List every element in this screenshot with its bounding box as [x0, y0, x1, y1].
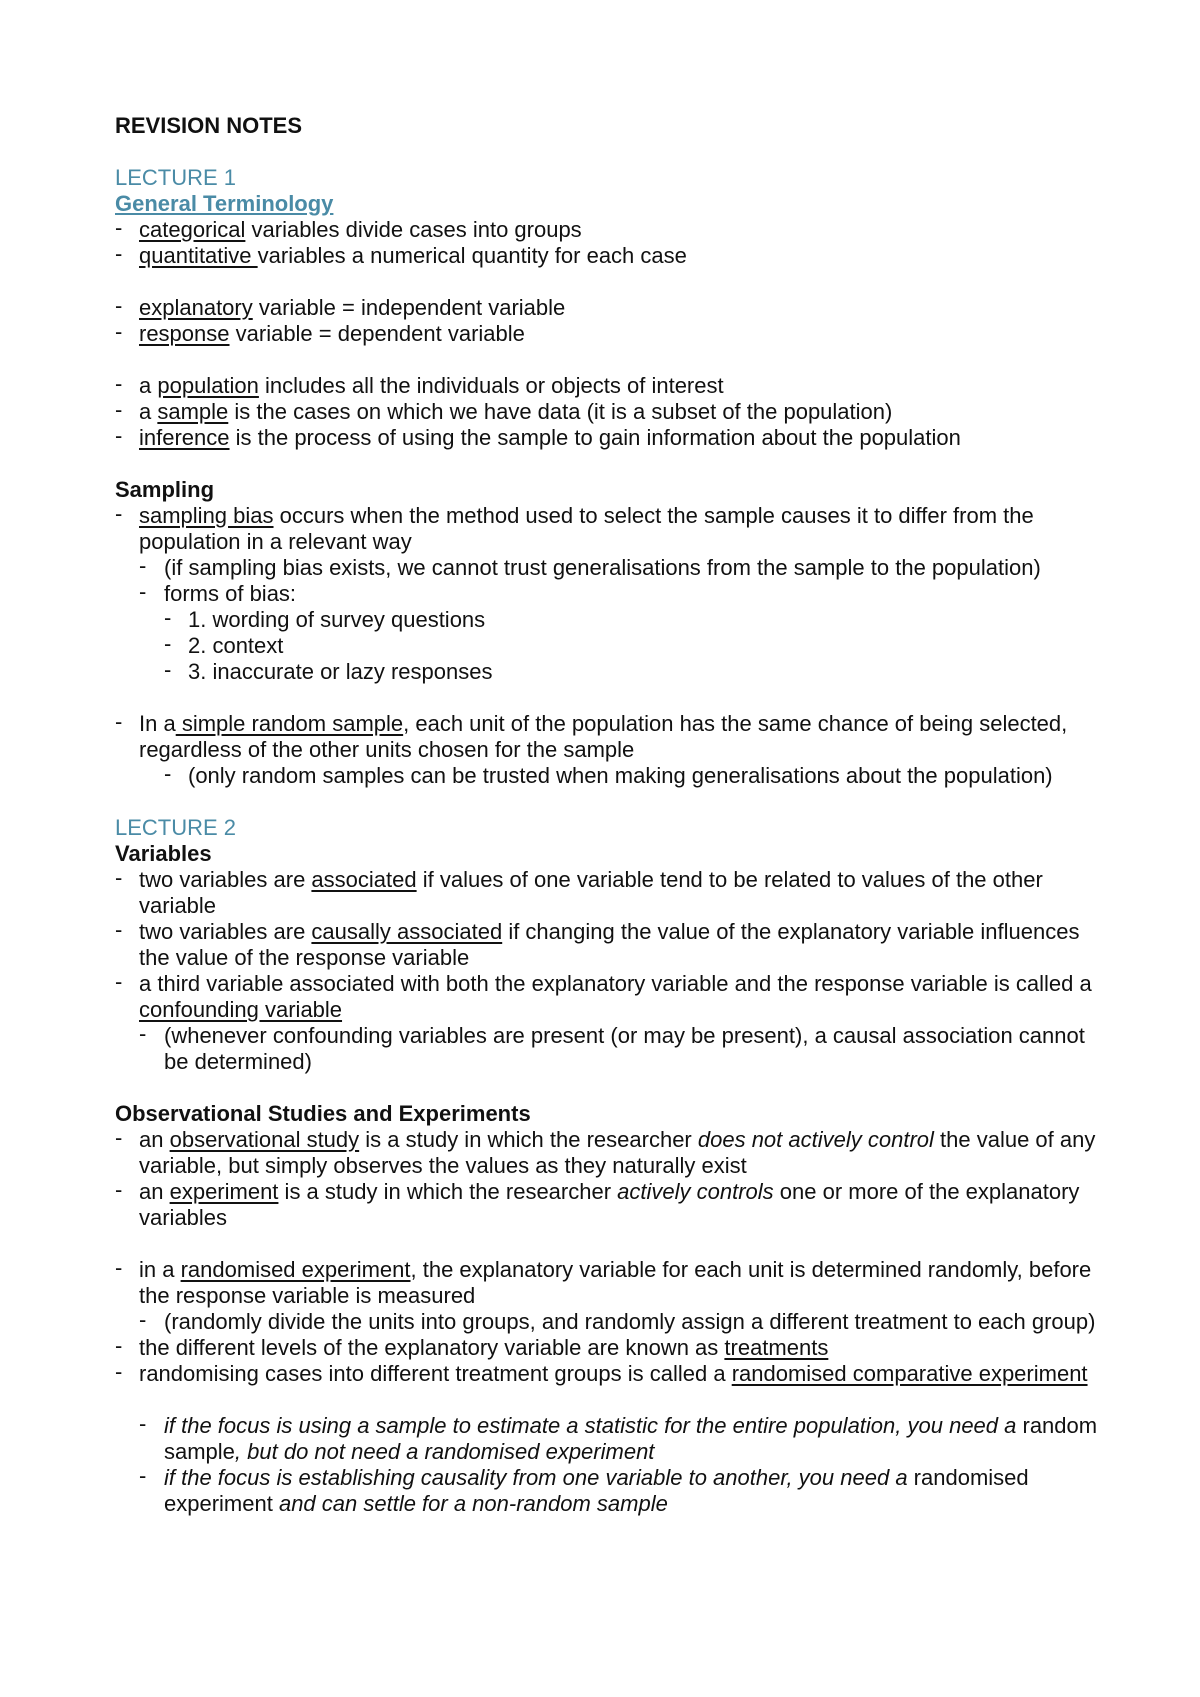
- lecture-2-label: LECTURE 2: [115, 815, 237, 840]
- studies-heading: Observational Studies and Experiments: [115, 1101, 531, 1126]
- list-item: - a sample is the cases on which we have data (it is a subset of the population): [115, 399, 1115, 425]
- term: quantitative: [139, 243, 258, 268]
- term: explanatory: [139, 295, 253, 320]
- list-item: - 3. inaccurate or lazy responses: [115, 659, 1115, 685]
- term: experiment: [169, 1179, 279, 1204]
- list-item: - (only random samples can be trusted when making generalisations about the population): [115, 763, 1115, 789]
- notes-content: [115, 113, 1115, 1517]
- term: causally associated: [311, 919, 503, 944]
- term: associated: [311, 867, 417, 892]
- sampling-list: [115, 503, 1115, 685]
- term: population: [157, 373, 259, 398]
- list-item: - explanatory variable = independent variable: [115, 295, 1115, 321]
- randomised-list: [115, 1257, 1115, 1387]
- list-item: - sampling bias occurs when the method used to select the sample causes it to differ from the population in a relevant way: [115, 503, 1115, 555]
- term: randomised experiment: [180, 1257, 411, 1282]
- list-item: - an experiment is a study in which the researcher actively controls one or more of the explanatory variables: [115, 1179, 1115, 1231]
- list-item: - an observational study is a study in which the researcher does not actively control the value of any variable, but simply observes the values as they naturally exist: [115, 1127, 1115, 1179]
- list-item: - 2. context: [115, 633, 1115, 659]
- document-title: REVISION NOTES: [115, 113, 303, 138]
- variables-heading: Variables: [115, 841, 212, 866]
- list-item: - if the focus is using a sample to estimate a statistic for the entire population, you need a random sample, but do not need a randomised experiment: [115, 1413, 1115, 1465]
- list-item: - (whenever confounding variables are present (or may be present), a causal association cannot be determined): [115, 1023, 1115, 1075]
- list-item: - quantitative variables a numerical quantity for each case: [115, 243, 1115, 269]
- list-item: - 1. wording of survey questions: [115, 607, 1115, 633]
- list-item: - a population includes all the individuals or objects of interest: [115, 373, 1115, 399]
- list-item: - forms of bias:: [115, 581, 1115, 607]
- list-item: - randomising cases into different treatment groups is called a randomised comparative experiment: [115, 1361, 1115, 1387]
- list-item: - two variables are associated if values of one variable tend to be related to values of the other variable: [115, 867, 1115, 919]
- term: treatments: [724, 1335, 829, 1360]
- terminology-list: [115, 217, 1115, 269]
- sampling-heading: Sampling: [115, 477, 215, 502]
- lecture-1-label: LECTURE 1: [115, 165, 237, 190]
- term: categorical: [139, 217, 246, 242]
- list-item: - the different levels of the explanatory variable are known as treatments: [115, 1335, 1115, 1361]
- term: inference: [139, 425, 230, 450]
- term: confounding variable: [139, 997, 343, 1022]
- list-item: - categorical variables divide cases into groups: [115, 217, 1115, 243]
- list-item: - two variables are causally associated if changing the value of the explanatory variable influences the value of the response variable: [115, 919, 1115, 971]
- population-list: [115, 373, 1115, 451]
- list-item: - if the focus is establishing causality from one variable to another, you need a randomised experiment and can settle for a non-random sample: [115, 1465, 1115, 1517]
- list-item: - inference is the process of using the sample to gain information about the population: [115, 425, 1115, 451]
- list-item: - (randomly divide the units into groups, and randomly assign a different treatment to each group): [115, 1309, 1115, 1335]
- list-item: - in a randomised experiment, the explanatory variable for each unit is determined randomly, before the response variable is measured: [115, 1257, 1115, 1309]
- studies-list: [115, 1127, 1115, 1231]
- variable-definition-list: [115, 295, 1115, 347]
- term: sample: [157, 399, 229, 424]
- term: randomised comparative experiment: [731, 1361, 1088, 1386]
- term: simple random sample: [175, 711, 404, 736]
- list-item: - (if sampling bias exists, we cannot trust generalisations from the sample to the population): [115, 555, 1115, 581]
- focus-list: [115, 1413, 1115, 1517]
- variables-list: [115, 867, 1115, 1075]
- term: response: [139, 321, 230, 346]
- list-item: - In a simple random sample, each unit of the population has the same chance of being selected, regardless of the other units chosen for the sample: [115, 711, 1115, 763]
- list-item: - response variable = dependent variable: [115, 321, 1115, 347]
- general-terminology-heading: General Terminology: [115, 191, 334, 216]
- term: observational study: [169, 1127, 360, 1152]
- list-item: - a third variable associated with both the explanatory variable and the response variable is called a confounding variable: [115, 971, 1115, 1023]
- random-sample-list: [115, 711, 1115, 789]
- term: sampling bias: [139, 503, 274, 528]
